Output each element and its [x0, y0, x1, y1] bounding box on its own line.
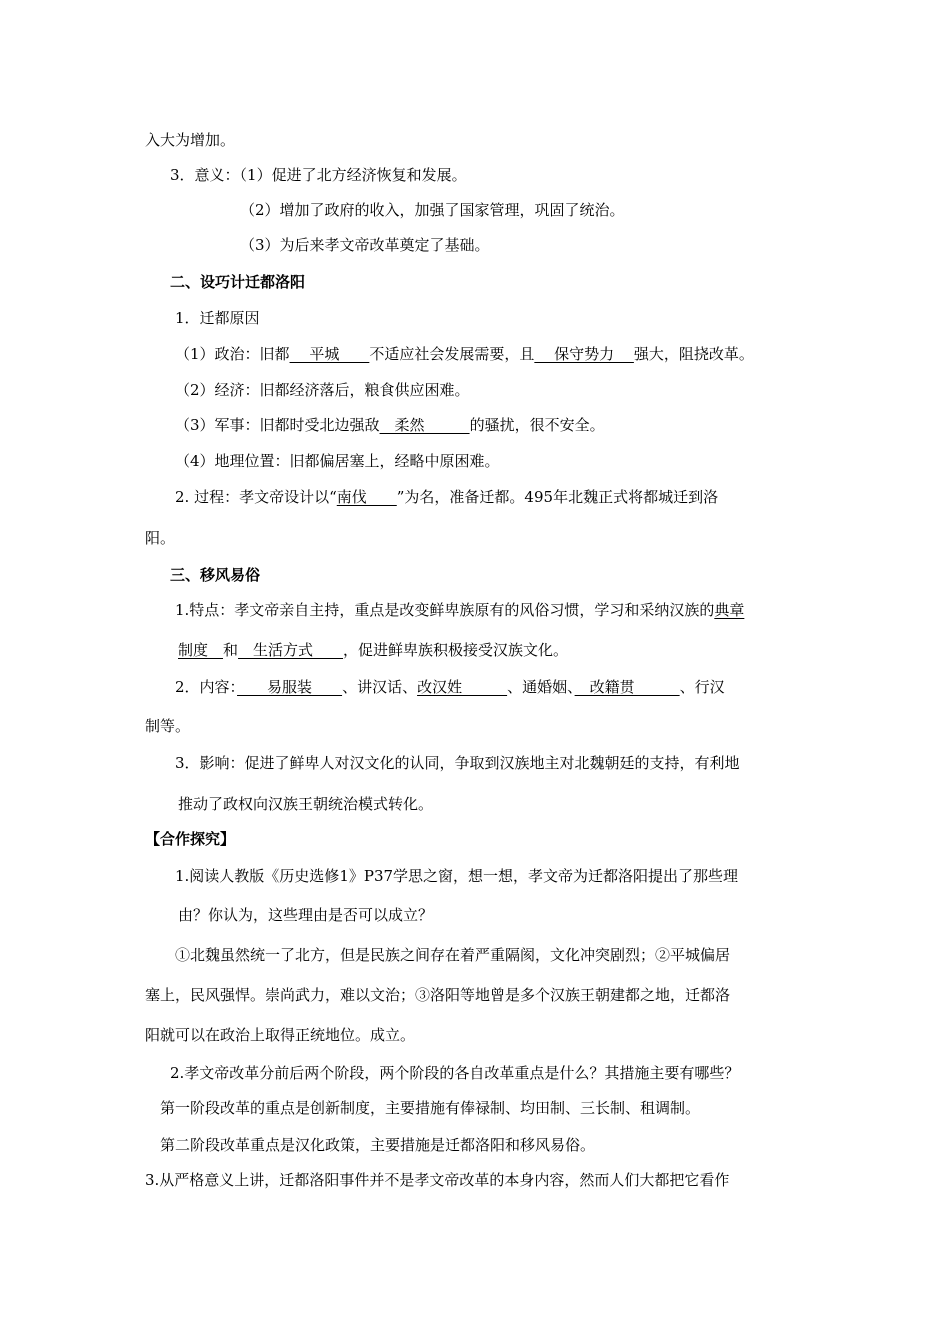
fill-blank-answer: 平城: [289, 345, 370, 363]
text-line: 制等。: [145, 717, 191, 735]
section-heading: 【合作探究】: [145, 830, 236, 848]
text-line: 3．影响：促进了鲜卑人对汉文化的认同，争取到汉族地主对北魏朝廷的支持，有利地: [175, 754, 740, 772]
text-segment: 的骚扰，很不安全。: [469, 416, 605, 434]
fill-blank-answer: 保守势力: [534, 345, 634, 363]
text-line: 推动了政权向汉族王朝统治模式转化。: [178, 795, 434, 813]
text-line: ①北魏虽然统一了北方，但是民族之间存在着严重隔阂，文化冲突剧烈；②平城偏居: [175, 946, 731, 964]
text-segment: 、通婚姻、: [507, 678, 575, 696]
text-line: [178, 640, 568, 660]
text-segment: 和: [223, 641, 239, 659]
text-line: （4）地理位置：旧都偏居塞上，经略中原困难。: [175, 452, 500, 470]
fill-blank-answer: 改汉姓: [417, 678, 508, 696]
fill-blank-answer: 改籍贯: [574, 678, 680, 696]
text-line: [175, 677, 725, 697]
text-line: 阳就可以在政治上取得正统地位。成立。: [145, 1026, 416, 1044]
text-line: [175, 344, 754, 364]
fill-blank-answer: 制度: [178, 641, 224, 659]
text-line: （2）增加了政府的收入，加强了国家管理，巩固了统治。: [240, 201, 625, 219]
text-segment: ”为名，准备迁都。495年北魏正式将都城迁到洛: [396, 488, 719, 506]
text-line: 第二阶段改革重点是汉化政策，主要措施是迁都洛阳和移风易俗。: [160, 1136, 596, 1154]
fill-blank-answer: 易服装: [237, 678, 343, 696]
section-heading: 二、设巧计迁都洛阳: [170, 273, 306, 291]
fill-blank-answer: 生活方式: [238, 641, 344, 659]
text-line: 1.阅读人教版《历史选修1》P37学思之窗，想一想，孝文帝为迁都洛阳提出了那些理: [175, 867, 739, 885]
text-line: （3）为后来孝文帝改革奠定了基础。: [240, 236, 490, 254]
fill-blank-answer: 柔然: [379, 416, 470, 434]
text-line: 由？你认为，这些理由是否可以成立？: [178, 906, 434, 924]
text-segment: 强大，阻挠改革。: [633, 345, 754, 363]
text-line: [175, 600, 744, 620]
text-segment: 不适应社会发展需要，且: [369, 345, 535, 363]
text-line: 塞上，民风强悍。崇尚武力，难以文治；③洛阳等地曾是多个汉族王朝建都之地，迁都洛: [145, 986, 731, 1004]
text-line: 第一阶段改革的重点是创新制度，主要措施有俸禄制、均田制、三长制、租调制。: [160, 1099, 701, 1117]
text-line: 阳。: [145, 529, 176, 547]
text-segment: 2. 过程：孝文帝设计以“: [175, 488, 337, 506]
text-segment: 、行汉: [679, 678, 725, 696]
text-line: 2.孝文帝改革分前后两个阶段，两个阶段的各自改革重点是什么？其措施主要有哪些？: [170, 1064, 740, 1082]
fill-blank-answer: 典章: [714, 601, 745, 619]
text-segment: 、讲汉话、: [342, 678, 418, 696]
text-line: [175, 487, 718, 507]
text-segment: 2．内容：: [175, 678, 238, 696]
text-segment: ，促进鲜卑族积极接受汉族文化。: [343, 641, 569, 659]
text-line: 3．意义：（1）促进了北方经济恢复和发展。: [170, 166, 467, 184]
text-line: 1．迁都原因: [175, 309, 260, 327]
text-segment: （3）军事：旧都时受北边强敌: [175, 416, 380, 434]
text-line: [175, 415, 605, 435]
text-segment: （1）政治：旧都: [175, 345, 290, 363]
fill-blank-answer: 南伐: [336, 488, 397, 506]
section-heading: 三、移风易俗: [170, 566, 261, 584]
text-line: 3.从严格意义上讲，迁都洛阳事件并不是孝文帝改革的本身内容，然而人们大都把它看作: [145, 1171, 730, 1189]
text-segment: 1.特点：孝文帝亲自主持，重点是改变鲜卑族原有的风俗习惯，学习和采纳汉族的: [175, 601, 715, 619]
text-line: 入大为增加。: [145, 131, 236, 149]
text-line: （2）经济：旧都经济落后，粮食供应困难。: [175, 381, 470, 399]
